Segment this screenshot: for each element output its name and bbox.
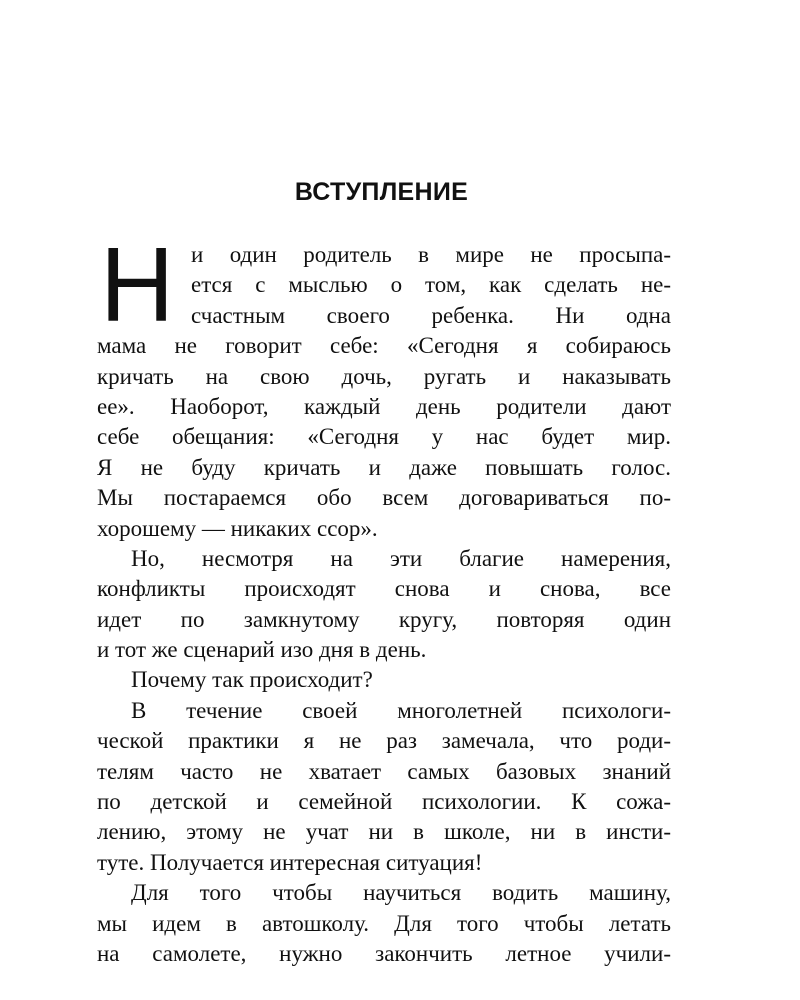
- text-line: по детской и семейной психологии. К сожа-: [97, 789, 671, 815]
- text-line: Мы постараемся обо всем договариваться по-: [97, 485, 671, 511]
- text-line: и тот же сценарий изо дня в день.: [97, 637, 427, 663]
- text-line: Почему так происходит?: [131, 667, 373, 693]
- chapter-title: ВСТУПЛЕНИЕ: [294, 178, 469, 206]
- text-line: Для того чтобы научиться водить машину,: [131, 880, 671, 906]
- text-line: ее». Наоборот, каждый день родители дают: [97, 393, 671, 419]
- paragraph-3: [97, 665, 671, 695]
- text-line: себе обещания: «Сегодня у нас будет мир.: [97, 424, 671, 450]
- drop-cap-letter: Н: [100, 226, 175, 344]
- text-line: телям часто не хватает самых базовых знаний: [97, 758, 671, 784]
- text-line: мы идем в автошколу. Для того чтобы летать: [97, 910, 671, 936]
- text-line: и один родитель в мире не просыпа-: [191, 242, 671, 267]
- body-text: [97, 240, 671, 969]
- paragraph-1: [97, 240, 671, 544]
- text-line: В течение своей многолетней психологи-: [131, 697, 671, 723]
- paragraph-4: [97, 696, 671, 878]
- text-line: кричать на свою дочь, ругать и наказывать: [97, 363, 671, 389]
- text-line: ется с мыслью о том, как сделать не-: [191, 272, 671, 298]
- paragraph-5: [97, 878, 671, 969]
- text-line: идет по замкнутому кругу, повторяя один: [97, 606, 671, 632]
- text-line: Но, несмотря на эти благие намерения,: [131, 545, 671, 571]
- text-line: конфликты происходят снова и снова, все: [97, 576, 671, 602]
- text-line: ческой практики я не раз замечала, что роди-: [97, 728, 671, 754]
- text-line: хорошему — никаких ссор».: [97, 515, 378, 541]
- text-line: лению, этому не учат ни в школе, ни в инсти-: [97, 819, 671, 845]
- text-line: туте. Получается интересная ситуация!: [97, 849, 483, 875]
- text-line: на самолете, нужно закончить летное учили-: [97, 940, 671, 966]
- paragraph-2: [97, 544, 671, 666]
- text-line: Я не буду кричать и даже повышать голос.: [97, 454, 671, 480]
- text-line: мама не говорит себе: «Сегодня я собираюсь: [97, 333, 671, 359]
- text-line: счастным своего ребенка. Ни одна: [191, 302, 671, 328]
